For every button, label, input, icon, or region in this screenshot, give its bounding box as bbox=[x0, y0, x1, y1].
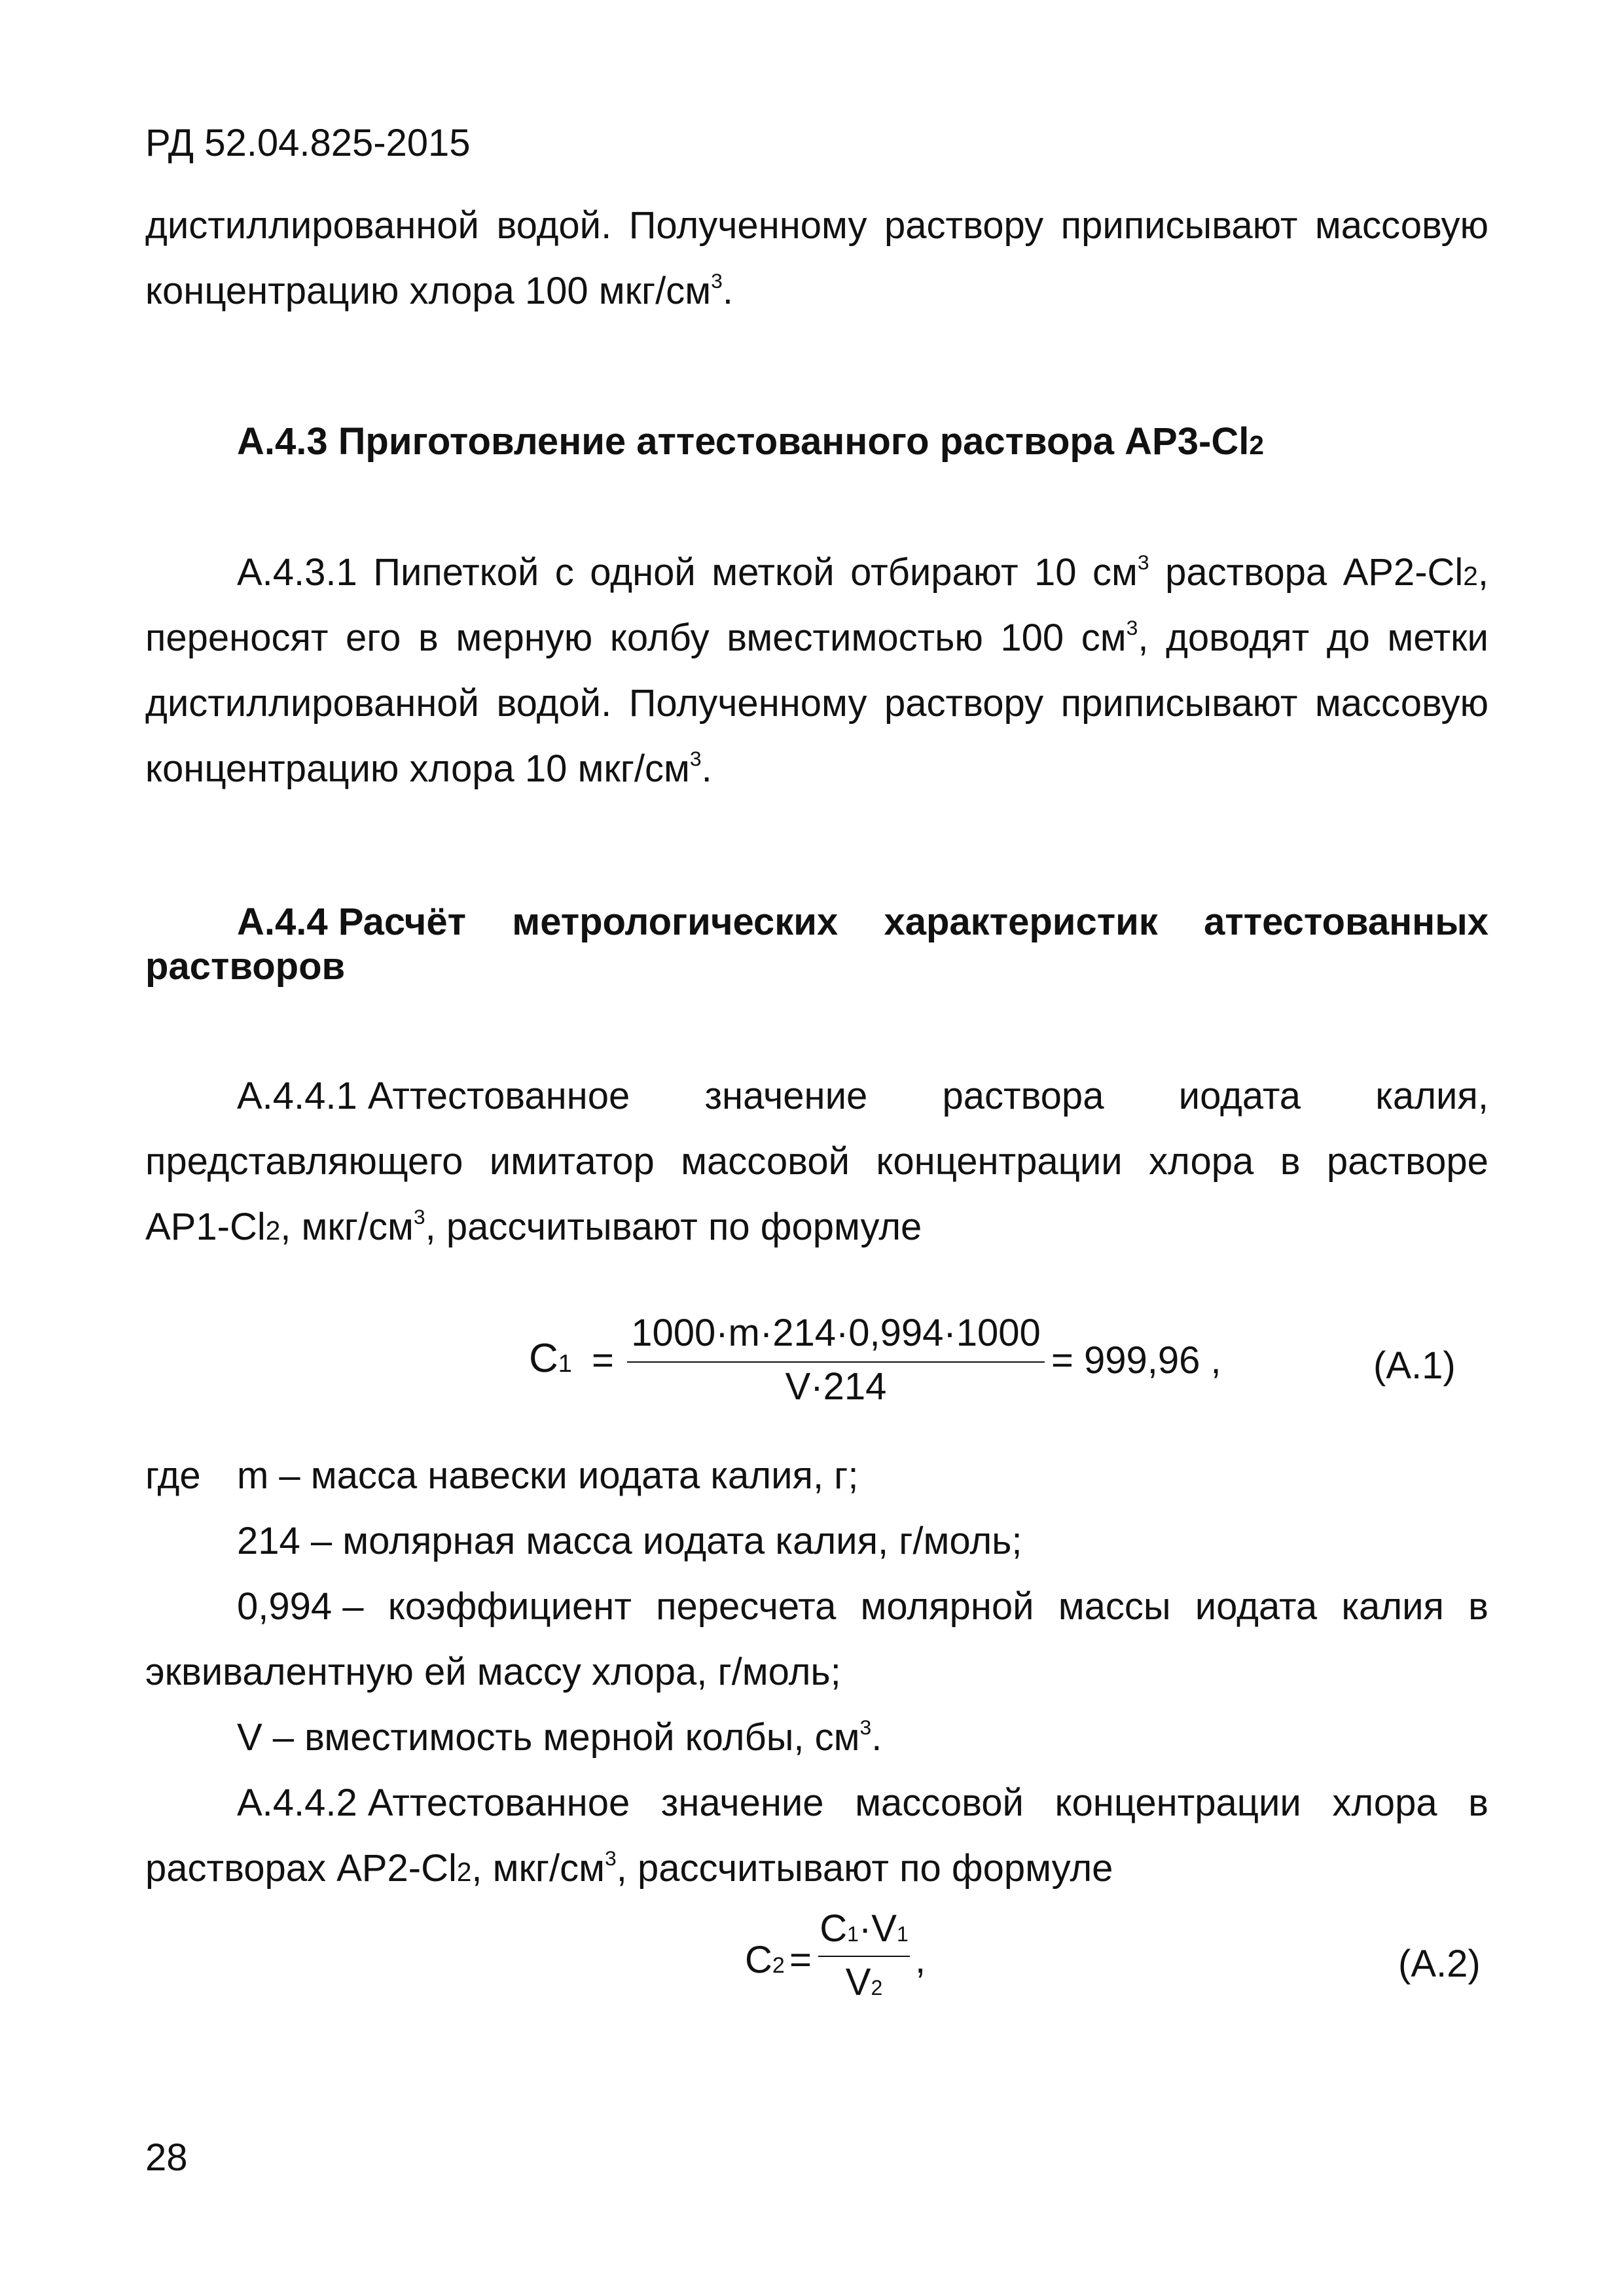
word: значение bbox=[704, 1075, 868, 1117]
word: до bbox=[1326, 617, 1370, 659]
heading-word: характеристик bbox=[884, 901, 1158, 943]
word: значение bbox=[660, 1782, 824, 1824]
section-heading-a44-cont: растворов bbox=[145, 945, 346, 988]
word: массовой bbox=[855, 1782, 1024, 1824]
heading-text: А.4.3 Приготовление аттестованного раствора АР3-Cl bbox=[237, 420, 1250, 463]
text: , рассчитывают по формуле bbox=[616, 1847, 1113, 1890]
word: хлора bbox=[1149, 1140, 1254, 1183]
superscript: 3 bbox=[605, 1846, 617, 1871]
paragraph-line bbox=[237, 1077, 1489, 1115]
where-214: 214 – молярная масса иодата калия, г/моль; bbox=[237, 1520, 1022, 1562]
section-heading-a43 bbox=[237, 420, 1264, 463]
symbol: C bbox=[529, 1336, 558, 1381]
word: калия bbox=[1341, 1585, 1444, 1628]
word: массовую bbox=[1314, 204, 1489, 247]
text: , мкг/см bbox=[471, 1847, 605, 1890]
word: Пипеткой bbox=[373, 551, 539, 594]
superscript: 3 bbox=[711, 269, 723, 293]
word: 0,994 – bbox=[237, 1585, 364, 1628]
subscript: 2 bbox=[1463, 561, 1478, 591]
paragraph-line bbox=[145, 747, 712, 790]
superscript: 3 bbox=[1126, 616, 1138, 640]
word: иодата bbox=[1195, 1585, 1318, 1628]
paragraph-line bbox=[145, 1205, 922, 1248]
word: дистиллированной bbox=[145, 204, 479, 247]
fraction-denominator bbox=[816, 1961, 912, 2003]
paragraph-line bbox=[145, 616, 1489, 659]
text: АР1-Cl bbox=[145, 1206, 266, 1248]
paragraph-line bbox=[145, 1846, 1113, 1890]
formula-comma: , bbox=[915, 1939, 926, 1981]
word: А.4.4.1 Аттестованное bbox=[237, 1075, 630, 1117]
word: его bbox=[346, 617, 401, 659]
fraction-denominator: V·214 bbox=[785, 1365, 887, 1408]
word: хлора bbox=[1332, 1782, 1437, 1824]
fraction-numerator bbox=[816, 1907, 912, 1950]
word: Полученному bbox=[628, 682, 867, 725]
word: доводят bbox=[1166, 617, 1310, 659]
word: водой. bbox=[496, 682, 612, 725]
where-m: m – масса навески иодата калия, г; bbox=[237, 1454, 859, 1497]
equals-sign: = bbox=[592, 1339, 614, 1382]
word: раствору bbox=[884, 204, 1044, 247]
symbol: V bbox=[845, 1961, 871, 2003]
where-coef-line bbox=[237, 1585, 1489, 1628]
where-coef-cont: эквивалентную ей массу хлора, г/моль; bbox=[145, 1651, 841, 1693]
page-number: 28 bbox=[145, 2136, 188, 2179]
text: . bbox=[871, 1716, 882, 1759]
word: раствора bbox=[1165, 551, 1327, 594]
subscript: 2 bbox=[456, 1857, 472, 1887]
formula-result: = 999,96 , bbox=[1051, 1339, 1221, 1382]
word: массовой bbox=[681, 1140, 850, 1183]
word: меткой bbox=[712, 551, 835, 594]
word: концентрации bbox=[1055, 1782, 1301, 1824]
word: в bbox=[1468, 1782, 1489, 1824]
superscript: 3 bbox=[859, 1715, 872, 1740]
word bbox=[1343, 551, 1489, 594]
word: одной bbox=[590, 551, 696, 594]
word: концентрации bbox=[876, 1140, 1123, 1183]
text: см bbox=[1081, 617, 1127, 659]
symbol: C bbox=[745, 1939, 772, 1981]
word: А.4.3.1 bbox=[237, 551, 357, 594]
text: концентрацию хлора 100 мкг/см bbox=[145, 270, 712, 312]
text: АР2-Cl bbox=[1343, 551, 1464, 594]
doc-number-header: РД 52.04.825-2015 bbox=[145, 122, 471, 164]
paragraph-line bbox=[145, 682, 1489, 725]
formula-lhs bbox=[745, 1941, 785, 1979]
text: V – вместимость мерной колбы, см bbox=[237, 1716, 860, 1759]
word: дистиллированной bbox=[145, 682, 479, 725]
word: пересчета bbox=[656, 1585, 837, 1628]
word: иодата bbox=[1178, 1075, 1301, 1117]
word: вместимостью bbox=[727, 617, 983, 659]
word: 100 bbox=[1000, 617, 1064, 659]
text: , bbox=[1138, 617, 1149, 659]
formula-label: (А.2) bbox=[1398, 1943, 1481, 1985]
superscript: 3 bbox=[689, 747, 702, 771]
paragraph-line bbox=[237, 550, 1489, 594]
word: раствора bbox=[942, 1075, 1104, 1117]
section-heading-a44 bbox=[237, 903, 1489, 941]
word: Полученному bbox=[628, 204, 867, 247]
subscript: 2 bbox=[871, 1976, 883, 2000]
text: . bbox=[722, 270, 734, 312]
word: коэффициент bbox=[388, 1585, 632, 1628]
subscript: 1 bbox=[847, 1922, 859, 1946]
heading-word: А.4.4 Расчёт bbox=[237, 901, 467, 943]
word: А.4.4.2 Аттестованное bbox=[237, 1782, 630, 1824]
word: в bbox=[1280, 1140, 1301, 1183]
subscript: 2 bbox=[265, 1215, 281, 1246]
heading-word: метрологических bbox=[512, 901, 839, 943]
text: , рассчитывают по формуле bbox=[425, 1206, 922, 1248]
word: молярной bbox=[860, 1585, 1034, 1628]
subscript: 1 bbox=[558, 1350, 572, 1378]
word: мерную bbox=[456, 617, 593, 659]
fraction-bar bbox=[627, 1361, 1045, 1363]
paragraph-line bbox=[145, 269, 734, 312]
word: переносят bbox=[145, 617, 329, 659]
where-v bbox=[237, 1715, 882, 1759]
paragraph-line bbox=[145, 204, 1489, 247]
text: концентрацию хлора 10 мкг/см bbox=[145, 747, 690, 790]
formula-lhs bbox=[529, 1338, 572, 1379]
word: в bbox=[418, 617, 439, 659]
word: имитатор bbox=[489, 1140, 655, 1183]
heading-word: аттестованных bbox=[1204, 901, 1489, 943]
word bbox=[1092, 550, 1149, 594]
word: раствору bbox=[884, 682, 1044, 725]
symbol: V bbox=[871, 1907, 897, 1950]
paragraph-line bbox=[237, 1784, 1489, 1822]
where-intro: где bbox=[145, 1454, 201, 1497]
word: приписывают bbox=[1060, 682, 1298, 725]
fraction-numerator: 1000·m·214·0,994·1000 bbox=[631, 1312, 1041, 1354]
word: растворе bbox=[1326, 1140, 1489, 1183]
text: , bbox=[1477, 551, 1489, 594]
word: массы bbox=[1058, 1585, 1171, 1628]
word: представляющего bbox=[145, 1140, 463, 1183]
formula-label: (А.1) bbox=[1373, 1344, 1456, 1387]
superscript: 3 bbox=[413, 1205, 425, 1229]
word: водой. bbox=[496, 204, 612, 247]
text: . bbox=[701, 747, 712, 790]
equals-sign: = bbox=[789, 1939, 812, 1981]
text: растворах АР2-Cl bbox=[145, 1847, 457, 1890]
word: отбирают bbox=[850, 551, 1019, 594]
fraction-bar bbox=[818, 1956, 910, 1957]
word: 10 bbox=[1034, 551, 1077, 594]
word: метки bbox=[1387, 617, 1489, 659]
word: в bbox=[1468, 1585, 1489, 1628]
word: калия, bbox=[1375, 1075, 1489, 1117]
subscript: 1 bbox=[896, 1922, 909, 1946]
operator: · bbox=[858, 1907, 872, 1950]
text: , мкг/см bbox=[280, 1206, 414, 1248]
subscript: 2 bbox=[1249, 430, 1264, 460]
text: см bbox=[1092, 551, 1138, 594]
word: колбу bbox=[609, 617, 710, 659]
subscript: 2 bbox=[772, 1953, 785, 1978]
paragraph-line bbox=[145, 1140, 1489, 1183]
superscript: 3 bbox=[1137, 550, 1149, 575]
word: приписывают bbox=[1060, 204, 1298, 247]
word: массовую bbox=[1314, 682, 1489, 725]
word bbox=[1081, 616, 1149, 659]
word: с bbox=[554, 551, 574, 594]
symbol: C bbox=[820, 1907, 848, 1950]
